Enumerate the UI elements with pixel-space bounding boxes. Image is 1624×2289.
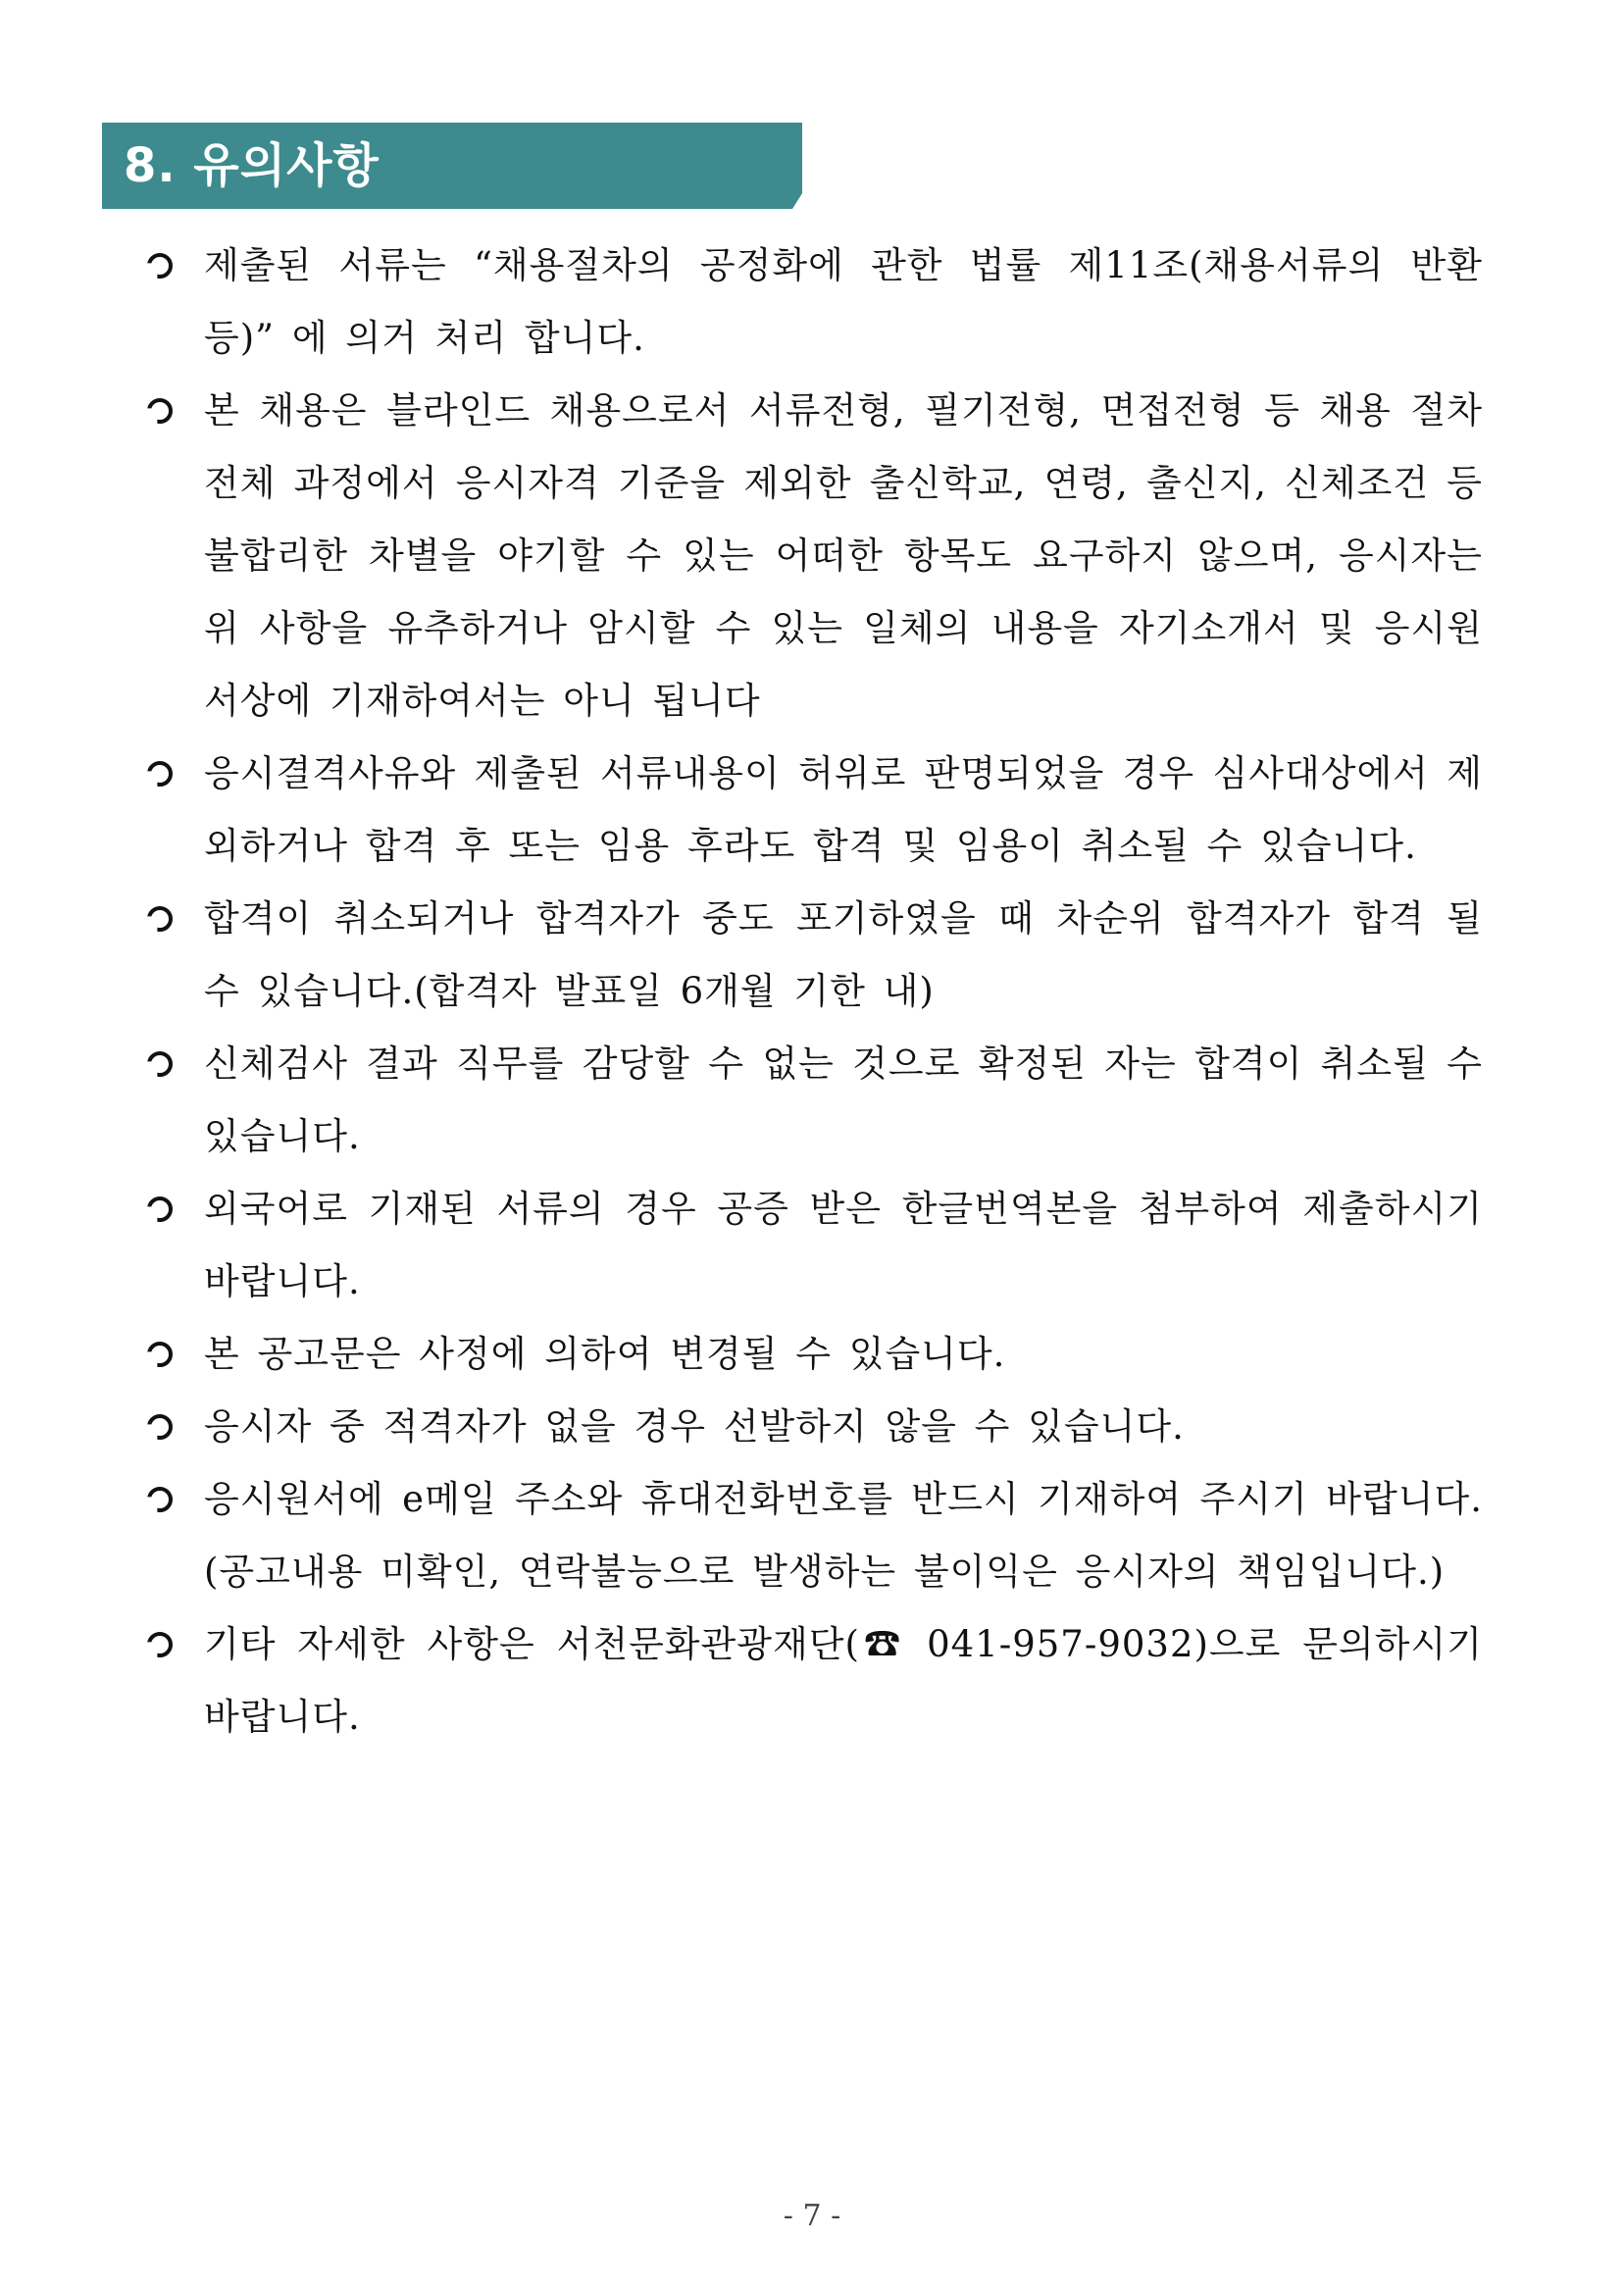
bullet-circle-icon	[147, 906, 173, 932]
bullet-circle-icon	[147, 1487, 173, 1512]
bullet-circle-icon	[147, 1342, 173, 1367]
notice-text: 응시자 중 적격자가 없을 경우 선발하지 않을 수 있습니다.	[204, 1405, 1185, 1448]
notice-text: 응시결격사유와 제출된 서류내용이 허위로 판명되었을 경우 심사대상에서 제외하거나 합격 후 또는 임용 후라도 합격 및 임용이 취소될 수 있습니다.	[204, 752, 1483, 867]
bullet-circle-icon	[147, 761, 173, 787]
notice-item	[143, 1028, 1483, 1173]
bullet-circle-icon	[147, 1196, 173, 1222]
notice-item	[143, 1391, 1483, 1463]
notice-item	[143, 1318, 1483, 1391]
notice-item	[143, 738, 1483, 883]
notice-text: 제출된 서류는 “채용절차의 공정화에 관한 법률 제11조(채용서류의 반환 등)” 에 의거 처리 합니다.	[204, 244, 1483, 359]
notice-item	[143, 883, 1483, 1028]
notice-text: 본 채용은 블라인드 채용으로서 서류전형, 필기전형, 면접전형 등 채용 절차 전체 과정에서 응시자격 기준을 제외한 출신학교, 연령, 출신지, 신체조건 등 불합리한 차별을 야기할 수 있는 어떠한 항목도 요구하지 않으며, 응시자는 위 사항을 유추하거나 암시할 수 있는 일체의 내용을 자기소개서 및 응시원서상에 기재하여서는 아니 됩니다	[204, 389, 1483, 722]
notice-text: 신체검사 결과 직무를 감당할 수 없는 것으로 확정된 자는 합격이 취소될 수 있습니다.	[204, 1043, 1483, 1157]
bullet-circle-icon	[147, 1051, 173, 1077]
section-title: 8. 유의사항	[124, 138, 380, 193]
notice-list	[143, 229, 1483, 1754]
notice-item	[143, 375, 1483, 738]
bullet-circle-icon	[147, 398, 173, 424]
notice-text: 기타 자세한 사항은 서천문화관광재단(☎ 041-957-9032)으로 문의하시기 바랍니다.	[204, 1623, 1483, 1738]
notice-item	[143, 1463, 1483, 1608]
page-number: - 7 -	[783, 2199, 841, 2233]
notice-item	[143, 229, 1483, 375]
bullet-circle-icon	[147, 1632, 173, 1657]
notice-text: 외국어로 기재된 서류의 경우 공증 받은 한글번역본을 첨부하여 제출하시기 바랍니다.	[204, 1188, 1483, 1302]
bullet-circle-icon	[147, 253, 173, 279]
notice-text: 응시원서에 e메일 주소와 휴대전화번호를 반드시 기재하여 주시기 바랍니다.(공고내용 미확인, 연락불능으로 발생하는 불이익은 응시자의 책임입니다.)	[204, 1478, 1483, 1593]
notice-item	[143, 1608, 1483, 1754]
notice-text: 합격이 취소되거나 합격자가 중도 포기하였을 때 차순위 합격자가 합격 될 수 있습니다.(합격자 발표일 6개월 기한 내)	[204, 897, 1484, 1012]
notice-text: 본 공고문은 사정에 의하여 변경될 수 있습니다.	[204, 1333, 1006, 1375]
notice-item	[143, 1173, 1483, 1318]
bullet-circle-icon	[147, 1414, 173, 1440]
